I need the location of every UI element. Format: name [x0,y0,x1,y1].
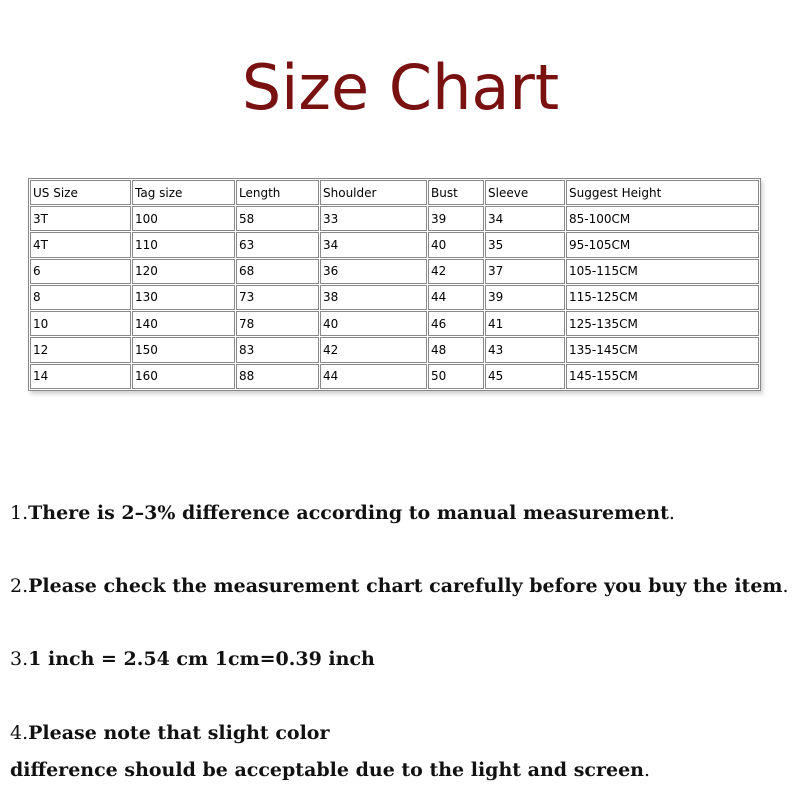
table-cell: 140 [132,311,235,336]
table-cell: 38 [320,285,427,310]
table-cell: 34 [485,206,565,231]
header-us-size: US Size [30,180,131,205]
note-3 [10,648,375,670]
table-cell: 145-155CM [566,364,759,389]
table-cell: 36 [320,259,427,284]
table-cell: 125-135CM [566,311,759,336]
note-text: 1 inch = 2.54 cm 1cm=0.39 inch [28,648,375,670]
table-cell: 39 [485,285,565,310]
table-cell: 115-125CM [566,285,759,310]
header-suggest-height: Suggest Height [566,180,759,205]
table-cell: 4T [30,232,131,257]
table-row [30,285,759,310]
table-cell: 73 [236,285,319,310]
note-end: . [668,502,675,524]
note-4 [10,722,329,744]
table-row [30,259,759,284]
table-cell: 43 [485,337,565,362]
table-cell: 63 [236,232,319,257]
table-cell: 85-100CM [566,206,759,231]
table-cell: 14 [30,364,131,389]
table-cell: 12 [30,337,131,362]
table-cell: 44 [320,364,427,389]
size-table-container [28,178,761,391]
table-cell: 120 [132,259,235,284]
note-text: There is 2–3% difference according to manual measurement [28,502,669,524]
size-table [28,178,761,391]
table-cell: 45 [485,364,565,389]
table-cell: 42 [320,337,427,362]
table-row [30,337,759,362]
table-cell: 83 [236,337,319,362]
note-1 [10,502,675,524]
table-cell: 105-115CM [566,259,759,284]
table-header-row [30,180,759,205]
table-cell: 46 [428,311,484,336]
header-sleeve: Sleeve [485,180,565,205]
table-cell: 39 [428,206,484,231]
note-text: difference should be acceptable due to the light and screen [10,759,644,781]
table-cell: 10 [30,311,131,336]
table-cell: 150 [132,337,235,362]
note-number: 4. [10,722,29,744]
note-text: Please check the measurement chart carefully before you buy the item [28,575,783,597]
page-title: Size Chart [241,51,560,124]
table-cell: 50 [428,364,484,389]
note-end: . [643,759,651,781]
note-end: . [782,575,789,597]
table-row [30,364,759,389]
table-cell: 135-145CM [566,337,759,362]
table-row [30,206,759,231]
note-number: 1. [10,502,29,524]
table-row [30,232,759,257]
table-cell: 8 [30,285,131,310]
table-cell: 100 [132,206,235,231]
note-text: Please note that slight color [28,722,330,744]
header-bust: Bust [428,180,484,205]
table-cell: 95-105CM [566,232,759,257]
table-cell: 110 [132,232,235,257]
header-length: Length [236,180,319,205]
table-cell: 48 [428,337,484,362]
table-cell: 44 [428,285,484,310]
table-cell: 160 [132,364,235,389]
table-cell: 3T [30,206,131,231]
note-number: 2. [10,575,29,597]
table-cell: 41 [485,311,565,336]
table-cell: 68 [236,259,319,284]
table-cell: 35 [485,232,565,257]
table-cell: 34 [320,232,427,257]
table-cell: 37 [485,259,565,284]
table-cell: 42 [428,259,484,284]
table-cell: 6 [30,259,131,284]
table-cell: 78 [236,311,319,336]
table-cell: 58 [236,206,319,231]
note-2 [10,575,789,597]
note-number: 3. [10,648,29,670]
table-cell: 88 [236,364,319,389]
note-4-continued [10,759,650,781]
table-cell: 40 [428,232,484,257]
header-shoulder: Shoulder [320,180,427,205]
table-cell: 130 [132,285,235,310]
header-tag-size: Tag size [132,180,235,205]
table-cell: 33 [320,206,427,231]
table-cell: 40 [320,311,427,336]
table-row [30,311,759,336]
